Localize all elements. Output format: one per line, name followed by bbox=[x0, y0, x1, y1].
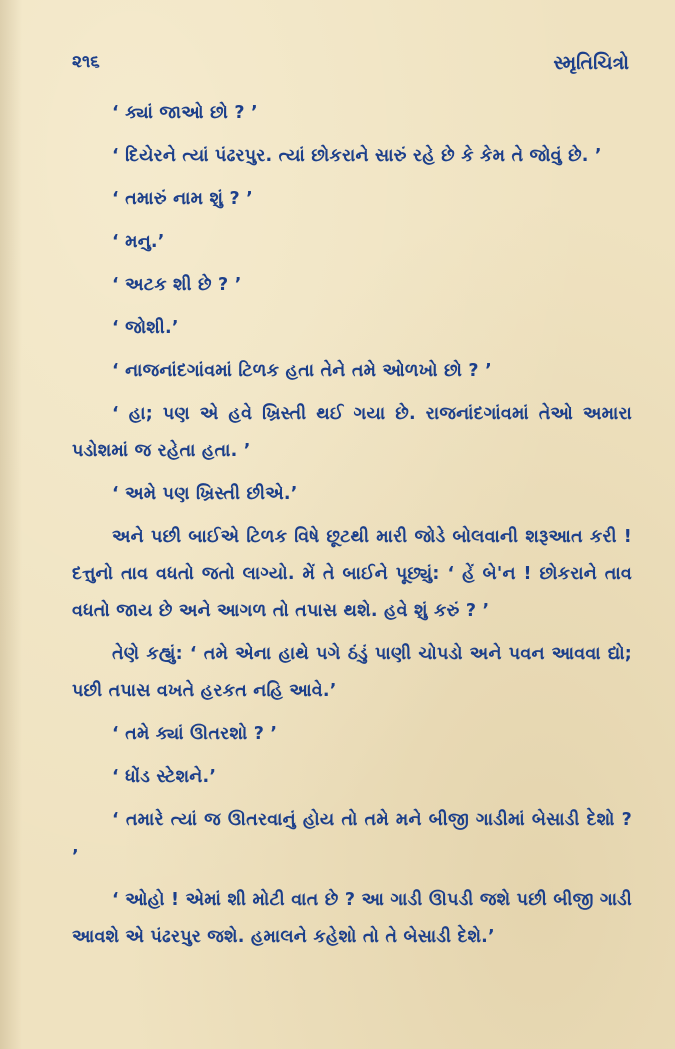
paragraph: ‘ ધોંડ સ્ટેશને.’ bbox=[112, 767, 217, 787]
paragraph: ‘ તમારું નામ શું ? ’ bbox=[112, 189, 253, 209]
paragraph: ‘ અટક શી છે ? ’ bbox=[112, 275, 242, 295]
page-number: ૨૧૬ bbox=[72, 52, 100, 72]
paragraph: ‘ અમે પણ ખ્રિસ્તી છીએ.’ bbox=[112, 484, 298, 504]
paragraph: ‘ તમારે ત્યાં જ ઊતરવાનું હોય તો તમે મને બીજી ગાડીમાં બેસાડી દેશો ? ’ bbox=[72, 810, 632, 867]
paragraph: અને પછી બાઈએ ટિળક વિષે છૂટથી મારી જોડે બોલવાની શરૂઆત કરી ! દત્તુનો તાવ વધતો જતો લાગ્યો. મેં તે બાઈને પૂછ્યું: ‘ હેં બે'ન ! છોકરાને તાવ વધતો જાય છે અને આગળ તો તપાસ થશે. હવે શું કરું ? ’ bbox=[72, 527, 632, 621]
running-title: સ્મૃતિચિત્રો bbox=[553, 52, 629, 74]
paragraph: ‘ દિયેરને ત્યાં પંઢરપુર. ત્યાં છોકરાને સારું રહે છે કે કેમ તે જોવું છે. ’ bbox=[112, 146, 602, 166]
paragraph: ‘ મનુ.’ bbox=[112, 232, 165, 252]
paragraph: ‘ હા; પણ એ હવે ખ્રિસ્તી થઈ ગયા છે. રાજનાંદગાંવમાં તેઓ અમારા પડોશમાં જ રહેતા હતા. ’ bbox=[72, 404, 632, 461]
paragraph: ‘ ઓહો ! એમાં શી મોટી વાત છે ? આ ગાડી ઊપડી જશે પછી બીજી ગાડી આવશે એ પંઢરપુર જશે. હમાલને કહેશો તો તે બેસાડી દેશે.’ bbox=[72, 890, 632, 947]
body-text bbox=[72, 95, 632, 962]
paragraph: ‘ જોશી.’ bbox=[112, 318, 179, 338]
paragraph: ‘ તમે ક્યાં ઊતરશો ? ’ bbox=[112, 724, 278, 744]
paragraph: ‘ નાજનાંદગાંવમાં ટિળક હતા તેને તમે ઓળખો છો ? ’ bbox=[112, 361, 492, 381]
page-header bbox=[72, 52, 629, 82]
paragraph: ‘ ક્યાં જાઓ છો ? ’ bbox=[112, 103, 258, 123]
page-gutter-shadow bbox=[0, 0, 22, 1049]
paragraph: તેણે કહ્યું: ‘ તમે એના હાથે પગે ઠંડું પાણી ચોપડો અને પવન આવવા દ્યો; પછી તપાસ વખતે હરકત નહિ આવે.’ bbox=[72, 644, 632, 701]
